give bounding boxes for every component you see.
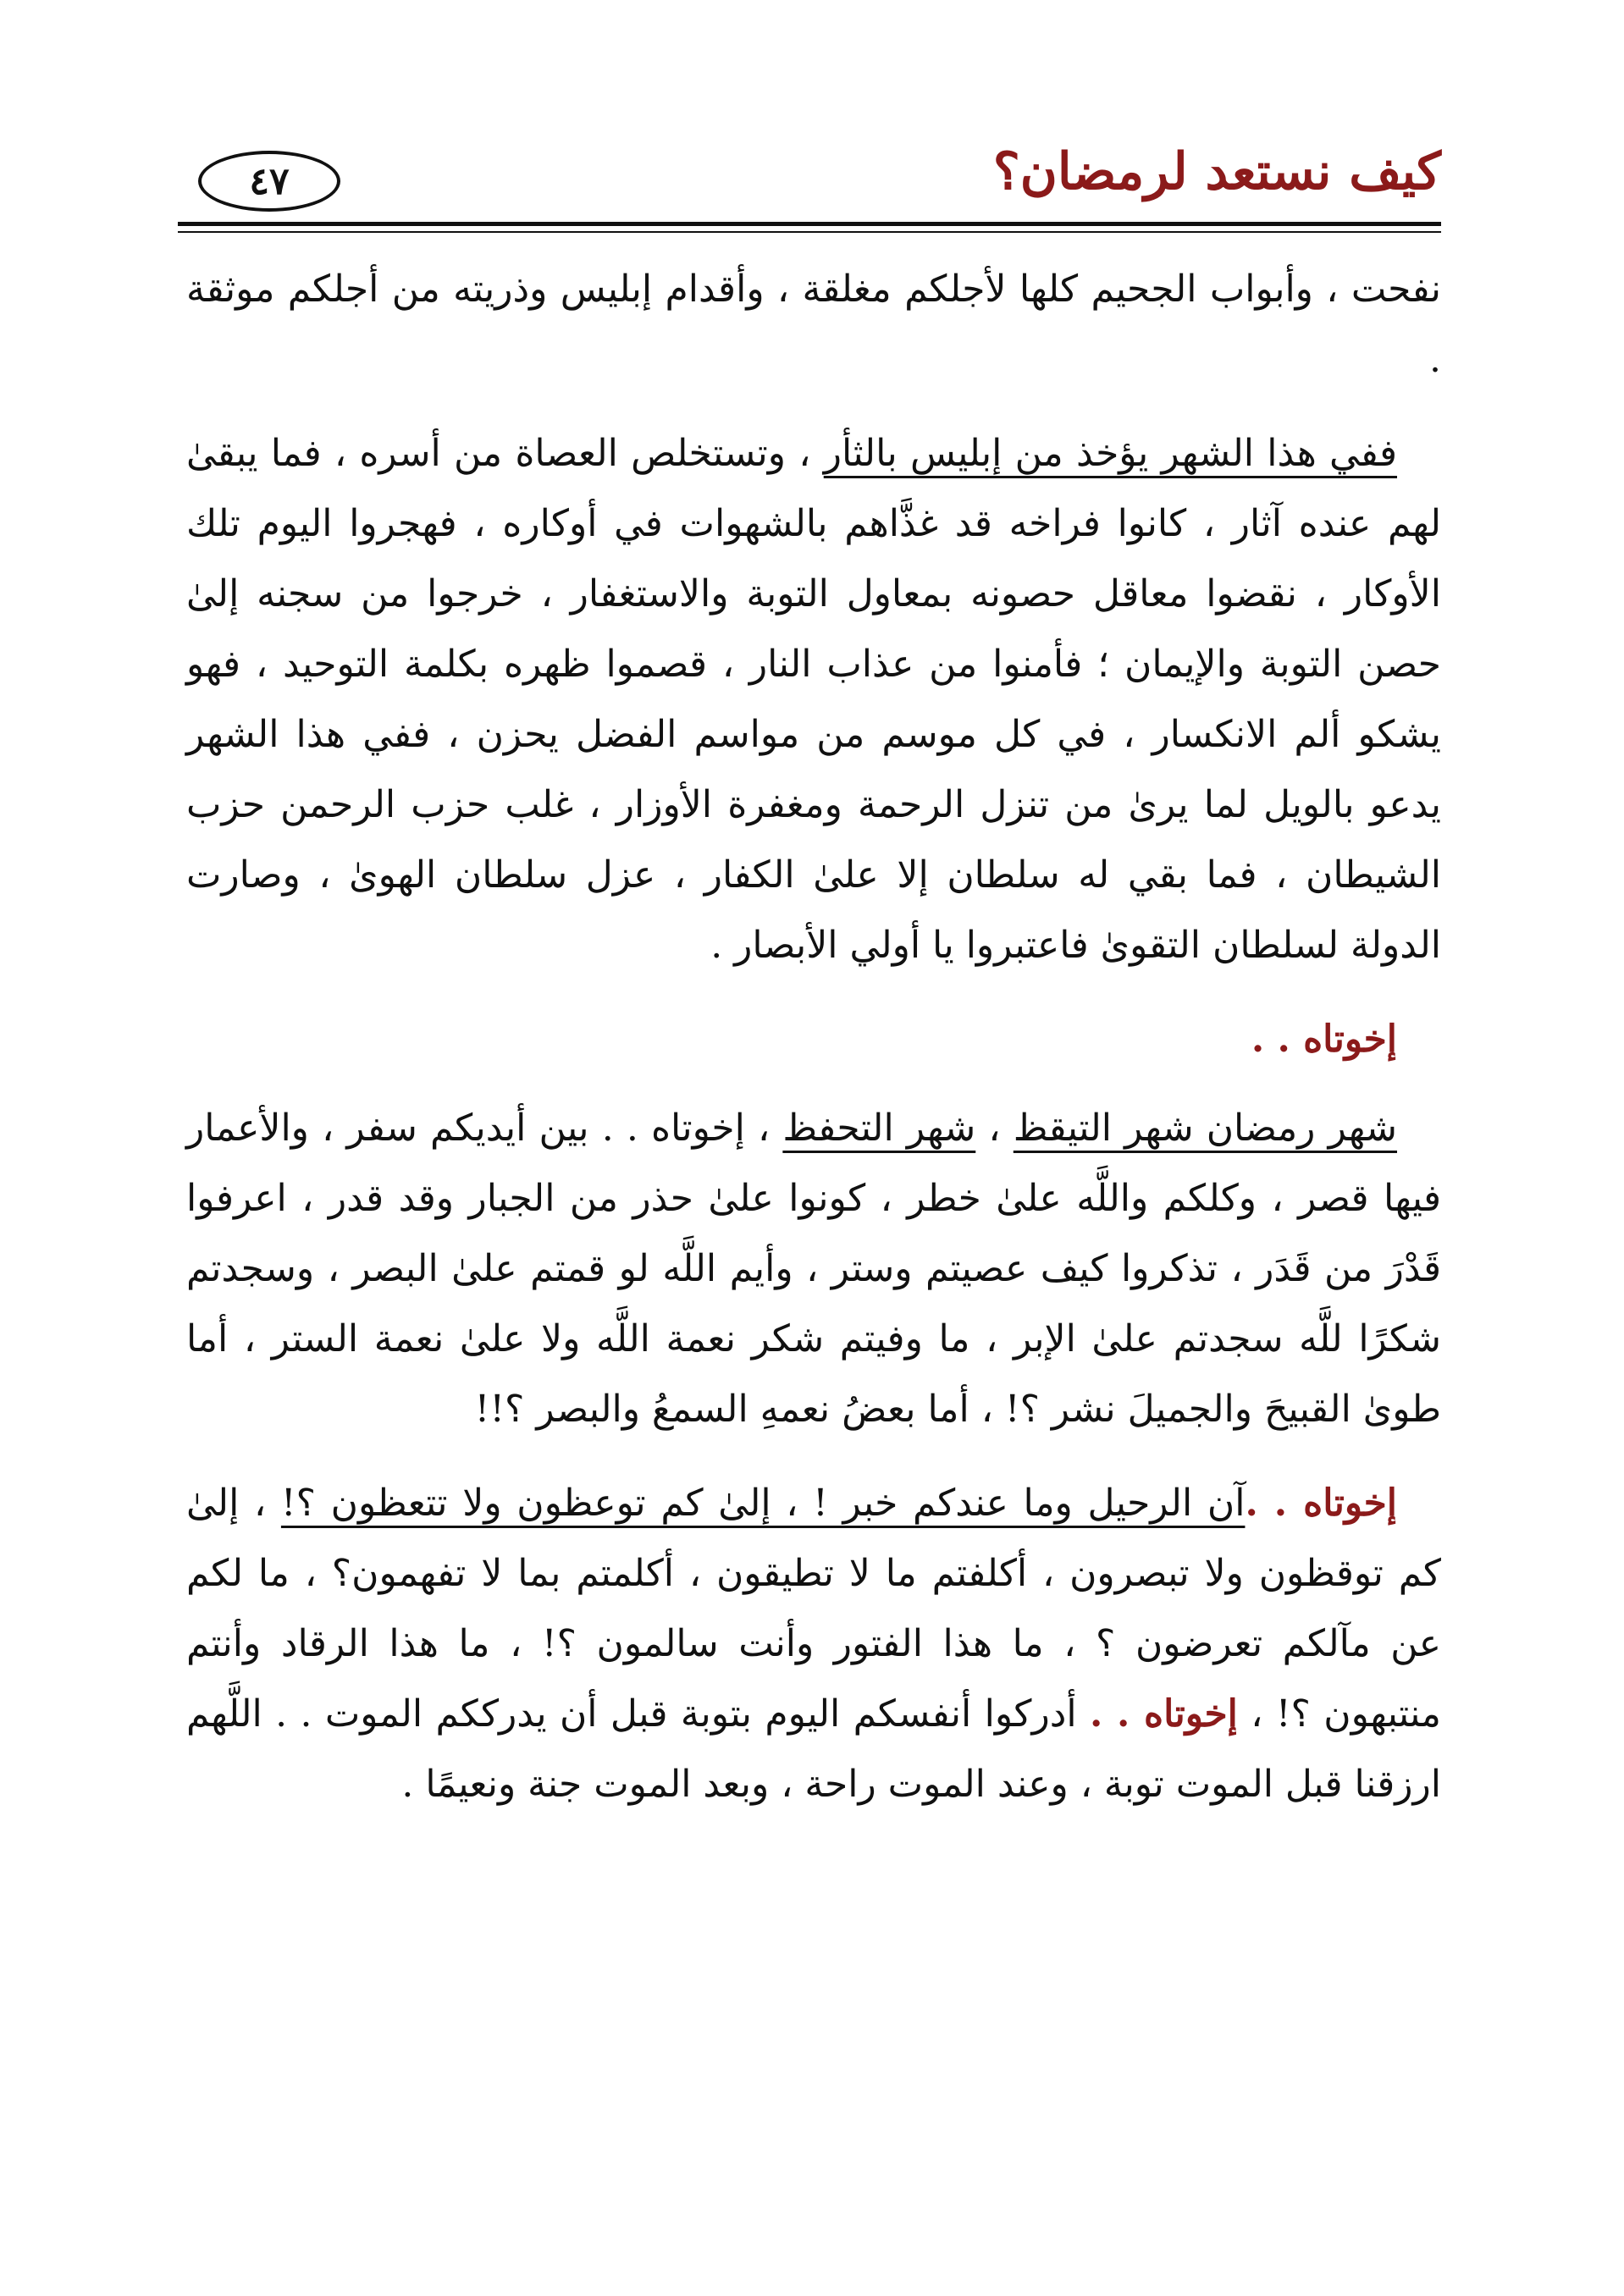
page-number: ٤٧ <box>249 159 290 203</box>
paragraph-4-red-a: إخوتاه . . <box>1245 1482 1397 1525</box>
section-heading <box>186 1004 1441 1074</box>
paragraph-3-separator: ، <box>975 1107 1014 1150</box>
paragraph-2-underlined: ففي هذا الشهر يؤخذ من إبليس بالثأر <box>823 432 1397 475</box>
paragraph-2 <box>186 418 1441 980</box>
paragraph-4-text: ، إلىٰ كم توقظون ولا تبصرون ، أكلفتم ما لا تطيقون ، أكلمتم بما لا تفهمون؟ ، ما لكم عن مآلكم تعرضون ؟ ، ما هذا الفتور وأنت سالمون ؟! ، ما هذا الرقاد وأنتم منتبهون ؟! ، <box>186 1482 1441 1736</box>
paragraph-3-underlined-b: شهر التحفظ <box>782 1107 976 1150</box>
page-header <box>178 127 1441 220</box>
paragraph-3 <box>186 1093 1441 1444</box>
chapter-title: كيف نستعد لرمضان؟ <box>992 142 1441 201</box>
paragraph-3-text: ، إخوتاه . . بين أيديكم سفر ، والأعمار فيها قصر ، وكلكم واللَّه علىٰ خطر ، كونوا علىٰ حذر من الجبار وقد قدر ، اعرفوا قَدْرَ من قَدَر ، تذكروا كيف عصيتم وستر ، وأيم اللَّه لو قمتم علىٰ البصر ، وسجدتم شكرًا للَّه سجدتم علىٰ الإبر ، ما وفيتم شكر نعمة اللَّه ولا علىٰ نعمة الستر ، أما طوىٰ القبيحَ والجميلَ نشر ؟! ، أما بعضُ نعمهِ السمعُ والبصر ؟!! <box>186 1107 1441 1431</box>
paragraph-4-end: أدركوا أنفسكم اليوم بتوبة قبل أن يدرككم الموت . . اللَّهم ارزقنا قبل الموت توبة ، وعند الموت راحة ، وبعد الموت جنة ونعيمًا . <box>186 1692 1441 1806</box>
section-heading-text: إخوتاه . . <box>1251 1018 1397 1061</box>
paragraph-2-text: ، وتستخلص العصاة من أسره ، فما يبقىٰ لهم عنده آثار ، كانوا فراخه قد غذَّاهم بالشهوات في أوكاره ، فهجروا اليوم تلك الأوكار ، نقضوا معاقل حصونه بمعاول التوبة والاستغفار ، خرجوا من سجنه إلىٰ حصن التوبة والإيمان ؛ فأمنوا من عذاب النار ، قصموا ظهره بكلمة التوحيد ، فهو يشكو ألم الانكسار ، في كل موسم من مواسم الفضل يحزن ، ففي هذا الشهر يدعو بالويل لما يرىٰ من تنزل الرحمة ومغفرة الأوزار ، غلب حزب الرحمن حزب الشيطان ، فما بقي له سلطان إلا علىٰ الكفار ، عزل سلطان الهوىٰ ، وصارت الدولة لسلطان التقوىٰ فاعتبروا يا أولي الأبصار . <box>186 432 1441 967</box>
paragraph-4-underlined: آن الرحيل وما عندكم خبر ! ، إلىٰ كم توعظون ولا تتعظون ؟! <box>280 1482 1246 1525</box>
paragraph-4-red-b: إخوتاه . . <box>1089 1692 1238 1736</box>
paragraph-1-text: نفحت ، وأبواب الجحيم كلها لأجلكم مغلقة ، وأقدام إبليس وذريته من أجلكم موثقة . <box>186 268 1441 381</box>
paragraph-4 <box>186 1468 1441 1819</box>
page-number-badge <box>198 151 340 212</box>
header-rule-thick <box>178 222 1441 226</box>
header-rule-thin <box>178 231 1441 233</box>
body-text <box>186 254 1441 1843</box>
paragraph-3-underlined-a: شهر رمضان شهر التيقظ <box>1013 1107 1397 1150</box>
paragraph-1 <box>186 254 1441 395</box>
